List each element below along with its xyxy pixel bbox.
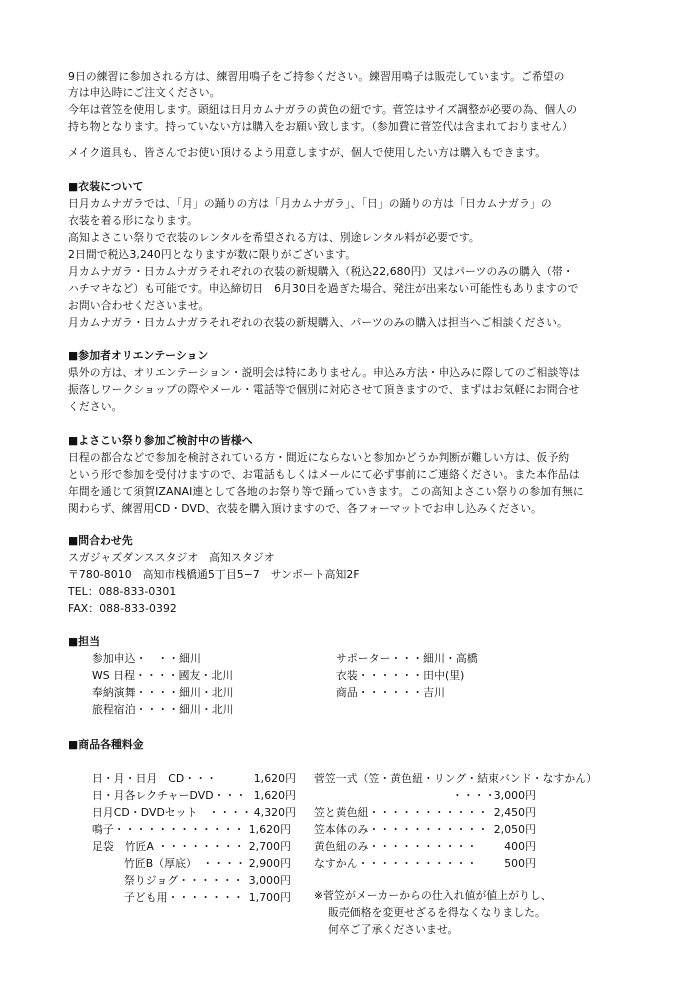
- intro-line: 9日の練習に参加される方は、練習用鳴子をご持参ください。練習用鳴子は販売しています。ご希望の: [68, 70, 565, 83]
- yosakoi-heading: ■よさこい祭り参加ご検討中の皆様へ: [68, 434, 253, 447]
- yosakoi-line: 日程の都合などで参加を検討されている方・間近にならないと参加かどうか判断が難しい方は、仮予約: [68, 451, 570, 464]
- costume-line: 月カムナガラ・日カムナガラそれぞれの衣装の新規購入、パーツのみの購入は担当へご相談ください。: [68, 316, 568, 329]
- price-value: 400円: [504, 840, 536, 853]
- price-value: 3,000円: [248, 874, 291, 887]
- price-label: 足袋 竹匠A ・・・・・・・・: [92, 840, 245, 853]
- yosakoi-line: 関わらず、練習用CD・DVD、衣装を購入頂けますので、各フォーマットでお申し込みください。: [68, 502, 542, 515]
- costume-line: 月カムナガラ・日カムナガラそれぞれの衣装の新規購入（税込22,680円）又はパーツのみの購入（帯・: [68, 265, 574, 278]
- price-label: 笠本体のみ・・・・・・・・・・・: [314, 823, 489, 836]
- price-label: ・・・・: [452, 789, 496, 802]
- costume-line: 日月カムナガラでは、「月」の踊りの方は「月カムナガラ」、「日」の踊りの方は「日カムナガラ」の: [68, 197, 552, 210]
- price-value: 1,700円: [248, 891, 291, 904]
- costume-line: 2日間で税込3,240円となりますが数に限りがございます。: [68, 248, 357, 261]
- price-note: 何卒ご了承くださいませ。: [328, 923, 459, 936]
- intro-line: 持ち物となります。持っていない方は購入をお願い致します。（参加費に菅笠代は含まれておりません）: [68, 120, 574, 133]
- price-label: 笠と黄色紐・・・・・・・・・・・: [314, 806, 489, 819]
- staff-right-item: 衣装・・・・・・田中(里): [336, 669, 465, 682]
- staff-right-item: 商品・・・・・・吉川: [336, 686, 445, 699]
- contact-studio: スガジャズダンススタジオ 高知スタジオ: [68, 551, 275, 564]
- costume-line: ハチマキなど）も可能です。申込締切日 6月30日を過ぎた場合、発注が出来ない可能性もありますので: [68, 282, 579, 295]
- price-value: 1,620円: [248, 823, 291, 836]
- orientation-line: 振落しワークショップの際やメール・電話等で個別に対応させて頂きますので、まずはお気軽にお問合せ: [68, 383, 580, 396]
- staff-left-item: 参加申込・ ・・細川: [92, 652, 201, 665]
- contact-heading: ■問合わせ先: [68, 534, 133, 547]
- intro-line: メイク道具も、皆さんでお使い頂けるよう用意しますが、個人で使用したい方は購入もできます。: [68, 146, 547, 159]
- price-note: ※菅笠がメーカーからの仕入れ値が値上がりし、: [314, 889, 552, 902]
- sugegasa-set-title: 菅笠一式（笠・黄色紐・リング・結束バンド・なすかん）: [314, 772, 598, 785]
- contact-tel: TEL：088-833-0301: [68, 585, 177, 598]
- orientation-line: ください。: [68, 400, 123, 413]
- contact-fax: FAX：088-833-0392: [68, 602, 177, 615]
- price-value: 4,320円: [253, 806, 296, 819]
- costume-line: お問い合わせくださいませ。: [68, 299, 210, 312]
- price-label: 日・月・日月 CD・・・: [92, 772, 239, 785]
- price-label: なすかん・・・・・・・・・・・: [314, 857, 478, 870]
- intro-line: 今年は菅笠を使用します。頭紐は日月カムナガラの黄色の紐です。菅笠はサイズ調整が必要の為、個人の: [68, 103, 578, 116]
- yosakoi-line: 年間を通じて須賀IZANAI連として各地のお祭り等で踊っていきます。この高知よさこい祭りの参加有無に: [68, 485, 584, 498]
- yosakoi-line: という形で参加を受付けますので、お電話もしくはメールにて必ず事前にご連絡ください。また本作品は: [68, 468, 580, 481]
- price-label: 日月CD・DVDセット ・・・・: [92, 806, 253, 819]
- price-value: 1,620円: [253, 772, 296, 785]
- costume-line: 高知よさこい祭りで衣装のレンタルを希望される方は、別途レンタル料が必要です。: [68, 231, 480, 244]
- contact-address: 〒780-8010 高知市桟橋通5丁目5−7 サンポート高知2F: [68, 568, 360, 581]
- price-value: 1,620円: [253, 789, 296, 802]
- price-value: 2,050円: [493, 823, 536, 836]
- price-label: 竹匠B（厚底） ・・・・: [124, 857, 246, 870]
- staff-left-item: 奉納演舞・・・・細川・北川: [92, 686, 234, 699]
- intro-line: 方は申込時にご注文ください。: [68, 86, 221, 99]
- price-value: 2,700円: [248, 840, 291, 853]
- price-value: 500円: [504, 857, 536, 870]
- staff-left-item: WS 日程・・・・國友・北川: [92, 669, 234, 682]
- orientation-line: 県外の方は、オリエンテーション・説明会は特にありません。申込み方法・申込みに際してのご相談等は: [68, 366, 581, 379]
- price-label: 祭りジョグ・・・・・・: [124, 874, 244, 887]
- price-value: 2,450円: [493, 806, 536, 819]
- staff-right-item: サポーター・・・細川・高橋: [336, 652, 478, 665]
- price-value: 3,000円: [493, 789, 536, 802]
- price-label: 鳴子・・・・・・・・・・・・: [92, 823, 245, 836]
- costume-line: 衣装を着る形になります。: [68, 214, 198, 227]
- price-value: 2,900円: [248, 857, 291, 870]
- staff-heading: ■担当: [68, 635, 101, 648]
- costume-heading: ■衣装について: [68, 180, 144, 193]
- price-note: 販売価格を変更せざるを得なくなりました。: [328, 906, 546, 919]
- orientation-heading: ■参加者オリエンテーション: [68, 349, 209, 362]
- prices-heading: ■商品各種料金: [68, 738, 144, 751]
- staff-left-item: 旅程宿泊・・・・細川・北川: [92, 703, 234, 716]
- price-label: 日・月各レクチャーDVD・・・: [92, 789, 247, 802]
- price-label: 子ども用・・・・・・・: [124, 891, 244, 904]
- price-label: 黄色紐のみ・・・・・・・・・・: [314, 840, 478, 853]
